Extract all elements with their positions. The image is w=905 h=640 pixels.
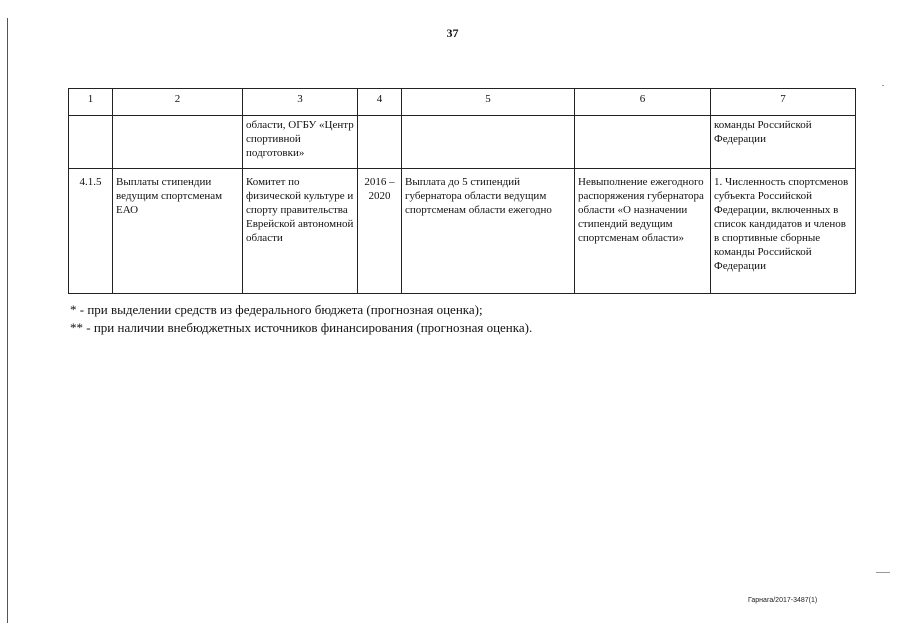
column-header: 7 bbox=[711, 89, 856, 116]
table-cell-activity: Выплаты стипендии ведущим спортсменам ЕАО bbox=[113, 169, 243, 294]
column-header: 2 bbox=[113, 89, 243, 116]
table-cell-number: 4.1.5 bbox=[69, 169, 113, 294]
footnote-federal-budget: * - при выделении средств из федерального бюджета (прогнозная оценка); bbox=[70, 302, 483, 317]
table-cell-consequence bbox=[575, 116, 711, 169]
table-header-row bbox=[69, 89, 856, 116]
table-cell-indicator: команды Российской Федерации bbox=[711, 116, 856, 169]
table-cell-number bbox=[69, 116, 113, 169]
table-cell-period bbox=[358, 116, 402, 169]
table-row bbox=[69, 169, 856, 294]
column-header: 6 bbox=[575, 89, 711, 116]
footnotes bbox=[70, 301, 532, 337]
table-cell-activity bbox=[113, 116, 243, 169]
column-header: 3 bbox=[243, 89, 358, 116]
table-cell-executor: области, ОГБУ «Центр спортивной подготовки» bbox=[243, 116, 358, 169]
table-cell-consequence: Невыполнение ежегодного распоряжения губернатора области «О назначении стипендий ведущим спортсменам области» bbox=[575, 169, 711, 294]
scan-speck bbox=[882, 85, 884, 86]
page-number: 37 bbox=[446, 26, 459, 40]
program-table bbox=[68, 88, 856, 294]
table-cell-indicator: 1. Численность спортсменов субъекта Российской Федерации, включенных в список кандидатов и членов в спортивные сборные команды Российской Федерации bbox=[711, 169, 856, 294]
table-cell-result: Выплата до 5 стипендий губернатора области ведущим спортсменам области ежегодно bbox=[402, 169, 575, 294]
table-row bbox=[69, 116, 856, 169]
column-header: 1 bbox=[69, 89, 113, 116]
footnote-extrabudgetary: ** - при наличии внебюджетных источников финансирования (прогнозная оценка). bbox=[70, 320, 533, 335]
scan-edge-line bbox=[7, 18, 8, 623]
column-header: 4 bbox=[358, 89, 402, 116]
table-cell-period: 2016 – 2020 bbox=[358, 169, 402, 294]
scan-speck bbox=[876, 572, 890, 573]
table-cell-executor: Комитет по физической культуре и спорту правительства Еврейской автономной области bbox=[243, 169, 358, 294]
table-cell-result bbox=[402, 116, 575, 169]
document-watermark: Гарнага/2017-3487(1) bbox=[748, 597, 818, 604]
column-header: 5 bbox=[402, 89, 575, 116]
